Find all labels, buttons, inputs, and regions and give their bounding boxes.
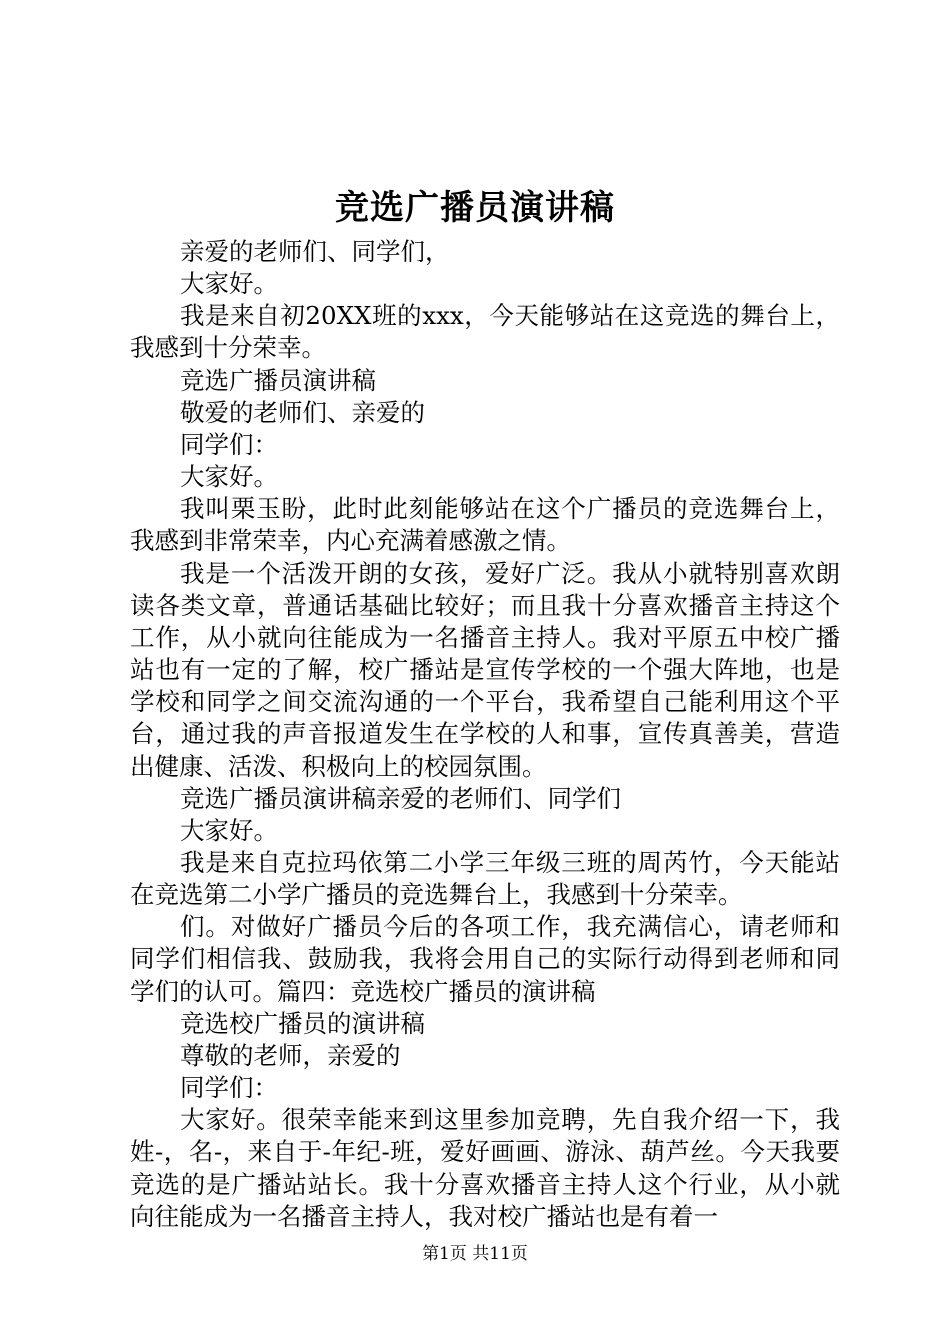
paragraph: 同学们： [180,1073,278,1103]
paragraph: 我是一个活泼开朗的女孩，爱好广泛。我从小就特别喜欢朗读各类文章，普通话基础比较好；而且我十分喜欢播音主持这个工作，从小就向往能成为一名播音主持人。我对平原五中校广播站也有一定的了解，校广播站是宣传学校的一个强大阵地，也是学校和同学之间交流沟通的一个平台，我希望自己能利用这个平台，通过我的声音报道发生在学校的人和事，宣传真善美，营造出健康、活泼、积极向上的校园氛围。 [130,558,840,781]
paragraph: 亲爱的老师们、同学们， [180,237,450,266]
paragraph: 尊敬的老师，亲爱的 [180,1040,401,1070]
page-number-footer: 第1页 共11页 [422,1244,528,1264]
paragraph: 大家好。 [180,815,278,845]
paragraph: 敬爱的老师们、亲爱的 [180,397,425,427]
paragraph: 我是来自初20XX班的xxx，今天能够站在这竞选的舞台上，我感到十分荣幸。 [130,301,840,363]
paragraph: 我叫栗玉盼，此时此刻能够站在这个广播员的竞选舞台上，我感到非常荣幸，内心充满着感激之情。 [130,494,840,556]
paragraph: 大家好。 [180,462,278,492]
document-title: 竞选广播员演讲稿 [335,188,615,228]
paragraph: 同学们： [180,429,278,459]
paragraph: 们。对做好广播员今后的各项工作，我充满信心，请老师和同学们相信我、鼓励我，我将会用自己的实际行动得到老师和同学们的认可。篇四：竞选校广播员的演讲稿 [130,912,840,1006]
document-body [130,236,840,1233]
paragraph: 竞选校广播员的演讲稿 [180,1008,425,1038]
paragraph: 竞选广播员演讲稿亲爱的老师们、同学们 [180,783,621,813]
paragraph: 竞选广播员演讲稿 [180,365,376,395]
paragraph: 大家好。很荣幸能来到这里参加竞聘，先自我介绍一下，我姓-，名-，来自于-年纪-班，爱好画画、游泳、葫芦丝。今天我要竞选的是广播站站长。我十分喜欢播音主持人这个行业，从小就向往能成为一名播音主持人，我对校广播站也是有着一 [130,1105,840,1231]
paragraph: 大家好。 [180,269,278,299]
paragraph: 我是来自克拉玛依第二小学三年级三班的周芮竹，今天能站在竞选第二小学广播员的竞选舞台上，我感到十分荣幸。 [130,847,840,910]
